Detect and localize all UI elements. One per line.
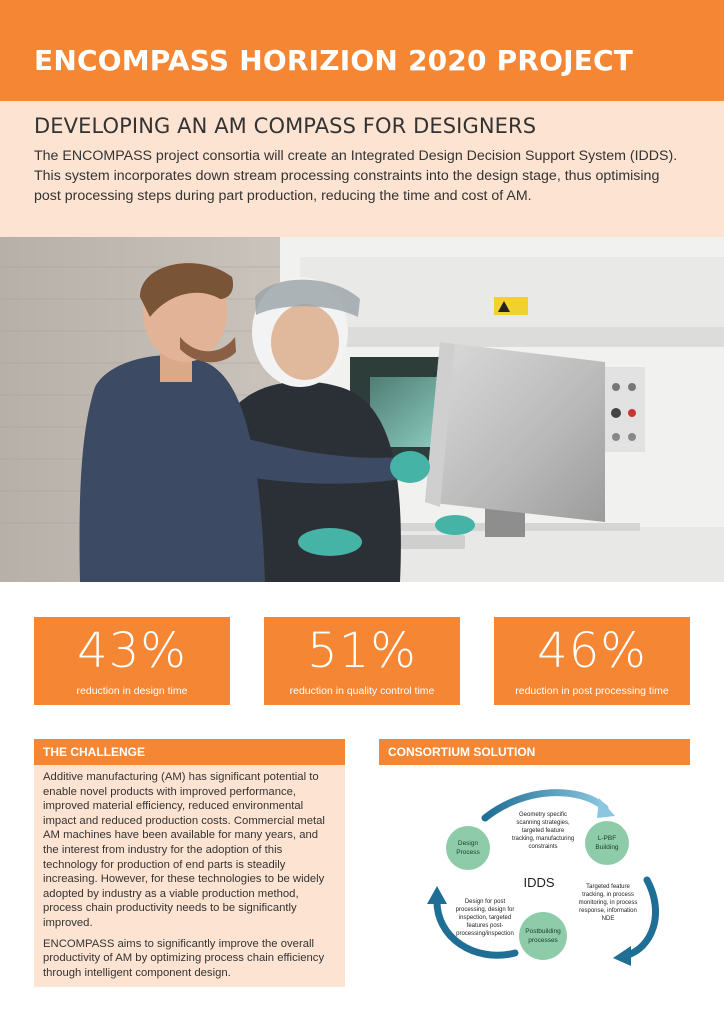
challenge-paragraph-2: ENCOMPASS aims to significantly improve the overall productivity of AM by optimizing process chain efficiency through intelligent component design. [43,937,325,979]
svg-text:features post-: features post- [466,923,504,929]
challenge-paragraph-1: Additive manufacturing (AM) has significant potential to enable novel products with improved performance, improved material efficiency, reduced environmental impact and reduced production costs. Commercial metal AM machines have been available for many years, and the interest from industry for the adoption of this technology for production of end parts is steadily increasing. However, for these technologies to be widely adopted by industry as a viable production method, process chain productivity needs to be significantly improved. [43,771,325,929]
svg-text:processing/inspection: processing/inspection [456,931,514,937]
svg-text:response, information: response, information [579,908,637,914]
stat-value: 51% [307,623,417,679]
lab-photo [0,237,724,582]
intro-heading: DEVELOPING AN AM COMPASS FOR DESIGNERS [34,114,537,138]
svg-text:scanning strategies,: scanning strategies, [516,820,570,826]
svg-text:monitoring, in process: monitoring, in process [578,900,638,906]
svg-text:tracking, in process: tracking, in process [582,892,634,898]
stat-label: reduction in post processing time [515,685,669,697]
challenge-body [34,765,345,987]
svg-text:Geometry specific: Geometry specific [518,812,568,818]
stat-label: reduction in quality control time [289,685,435,697]
svg-text:constraints: constraints [528,844,558,850]
header-band [0,0,724,101]
text-right-capabilities [579,884,638,922]
svg-text:Design: Design [457,840,479,847]
svg-text:Postbuilding: Postbuilding [525,928,561,935]
svg-text:L-PBF: L-PBF [597,835,617,842]
idds-cycle-diagram [415,788,685,973]
svg-text:tracking, manufacturing: tracking, manufacturing [511,836,575,842]
challenge-heading: THE CHALLENGE [34,739,345,765]
node-lpbf-building [585,821,629,865]
svg-text:targeted feature: targeted feature [521,828,565,834]
stat-design-time [34,617,230,705]
solution-heading: CONSORTIUM SOLUTION [379,739,690,765]
stat-post-processing-time [494,617,690,705]
svg-text:Design for post: Design for post [464,899,506,905]
stat-value: 43% [77,623,187,679]
stat-label: reduction in design time [76,685,188,697]
intro-section [0,101,724,237]
node-design-process [446,826,490,870]
text-top-capabilities [512,812,574,850]
idds-label: IDDS [523,875,555,890]
stat-value: 46% [537,623,647,679]
lab-photo-illustration [0,237,724,582]
stat-quality-control-time [264,617,460,705]
svg-text:processes: processes [528,937,558,944]
svg-text:Process: Process [456,849,480,856]
warning-triangle-icon [494,297,528,315]
text-left-capabilities [456,899,515,937]
svg-text:NDE: NDE [601,916,615,922]
svg-text:processing, design for: processing, design for [455,907,515,913]
intro-body: The ENCOMPASS project consortia will create an Integrated Design Decision Support System (IDDS). This system incorporates down stream processing constraints into the design stage, thus optimising post processing steps during part production, reducing the time and cost of AM. [34,148,678,204]
node-postbuilding-processes [519,912,567,960]
svg-text:Targeted feature: Targeted feature [586,884,630,890]
page-title: ENCOMPASS HORIZION 2020 PROJECT [34,44,634,77]
svg-text:inspection, targeted: inspection, targeted [458,915,512,921]
svg-text:Building: Building [595,844,619,851]
